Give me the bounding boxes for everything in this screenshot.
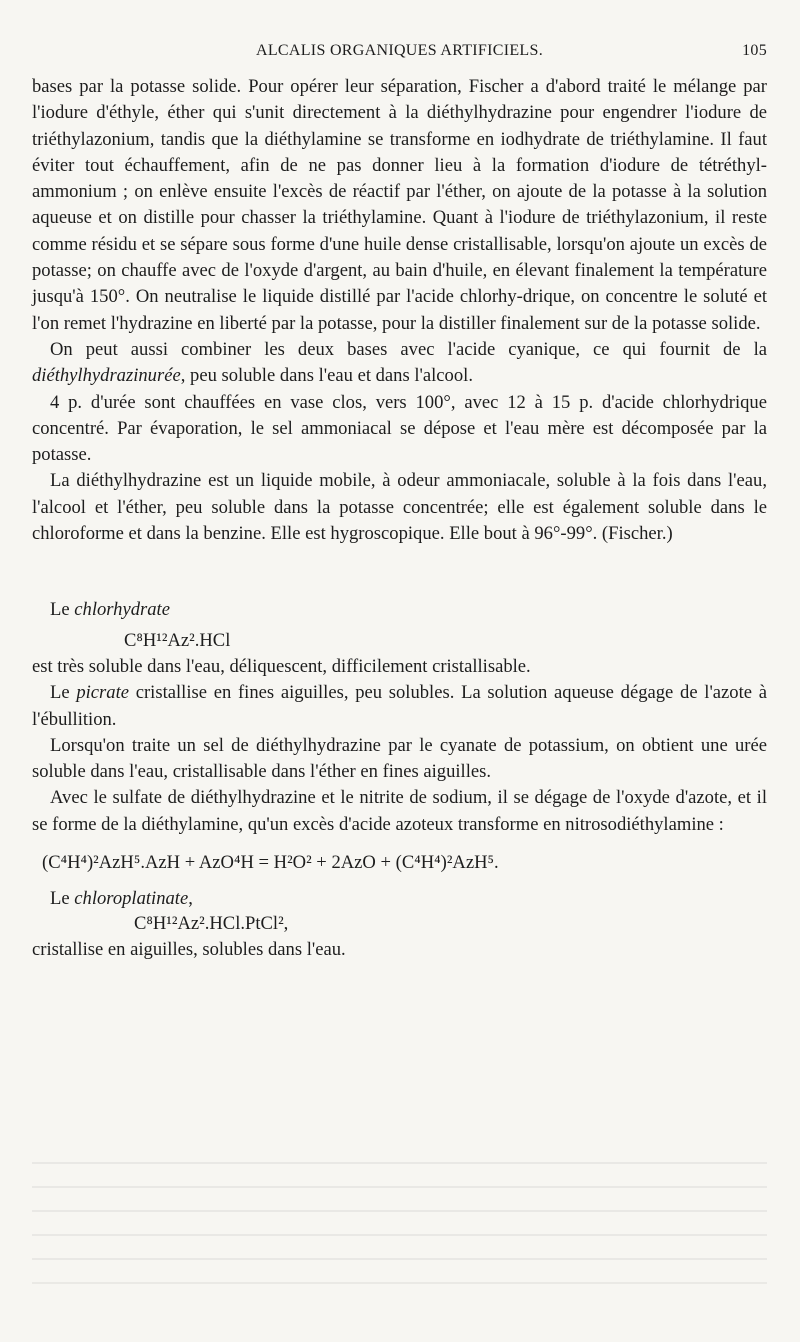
paragraph-2-text-b: , peu soluble dans l'eau et dans l'alcool. (180, 365, 473, 387)
formula-chlorhydrate: C⁸H¹²Az².HCl (124, 629, 231, 651)
body-text (32, 74, 767, 963)
paragraph-10 (32, 886, 767, 912)
compound-name-chloroplatinate: chloroplatinate (74, 888, 189, 910)
show-through-bleed (32, 1140, 767, 1340)
paragraph-6: est très soluble dans l'eau, déliquescent, difficilement cristallisable. (32, 655, 531, 677)
paragraph-7 (32, 680, 767, 733)
paragraph-5-text: Le (50, 599, 75, 621)
compound-name-picrate: picrate (76, 682, 130, 704)
paragraph-5 (50, 597, 767, 623)
paragraph-2-text-a: On peut aussi combiner les deux bases avec l'acide cyanique, ce qui fournit de la (50, 338, 767, 360)
paragraph-8: Lorsqu'on traite un sel de diéthylhydrazine par le cyanate de potassium, on obtient une urée soluble dans l'eau, cristallisable dans l'éther en fines aiguilles. (32, 734, 767, 783)
compound-name-chlorhydrate: chlorhydrate (74, 599, 170, 621)
formula-chloroplatinate: C⁸H¹²Az².HCl.PtCl², (134, 912, 289, 934)
paragraph-7-text-a: Le (50, 682, 77, 704)
paragraph-7-text-b: cristallise en fines aiguilles, peu solubles. La solution aqueuse dégage de l'azote à l'ébullition. (32, 682, 767, 730)
paragraph-10-text-b: , (188, 888, 193, 910)
running-header (32, 40, 767, 64)
compound-name-diethylhydrazinuree: diéthylhydrazinurée (32, 365, 181, 387)
formula-reaction: (C⁴H⁴)²AzH⁵.AzH + AzO⁴H = H²O² + 2AzO + (C⁴H⁴)²AzH⁵. (42, 852, 499, 874)
paragraph-4: La diéthylhydrazine est un liquide mobile, à odeur ammoniacale, soluble à la fois dans l'eau, l'alcool et l'éther, peu soluble dans la potasse concentrée; elle est également soluble dans le chloroforme et dans la benzine. Elle est hygroscopique. Elle bout à 96°-99°. (Fischer.) (32, 470, 767, 545)
paragraph-3: 4 p. d'urée sont chauffées en vase clos, vers 100°, avec 12 à 15 p. d'acide chlorhydrique concentré. Par évaporation, le sel ammoniacal se dépose et l'eau mère est décomposée par la potasse. (32, 391, 767, 466)
header-title: ALCALIS ORGANIQUES ARTIFICIELS. (255, 42, 543, 59)
paragraph-11: cristallise en aiguilles, solubles dans l'eau. (32, 938, 346, 960)
paragraph-1: bases par la potasse solide. Pour opérer leur séparation, Fischer a d'abord traité le mélange par l'iodure d'éthyle, éther qui s'unit directement à la diéthylhydrazine pour engendrer l'iodure de triéthylazonium, tandis que la diéthylamine se transforme en iodhydrate de triéthylamine. Il faut éviter tout échauffement, afin de ne pas donner lieu à la formation d'iodure de tétréthyl-ammonium ; on enlève ensuite l'excès de réactif par l'éther, on ajoute de la potasse à la solution aqueuse et on distille pour chasser la triéthylamine. Quant à l'iodure de triéthylazonium, il reste comme résidu et se sépare sous forme d'une huile dense cristallisable, lorsqu'on ajoute un excès de potasse; on chauffe avec de l'oxyde d'argent, au bain d'huile, en élevant finalement la température jusqu'à 150°. On neutralise le liquide distillé par l'acide chlorhy-drique, on concentre le soluté et l'on remet l'hydrazine en liberté par la potasse, pour la distiller finalement sur de la potasse solide. (32, 76, 767, 334)
paragraph-9: Avec le sulfate de diéthylhydrazine et le nitrite de sodium, il se dégage de l'oxyde d'azote, et il se forme de la diéthylamine, qu'un excès d'acide azoteux transforme en nitrosodiéthylamine : (32, 787, 767, 835)
paragraph-2 (32, 337, 767, 390)
page-number: 105 (742, 42, 767, 59)
paragraph-10-text-a: Le (50, 888, 75, 910)
